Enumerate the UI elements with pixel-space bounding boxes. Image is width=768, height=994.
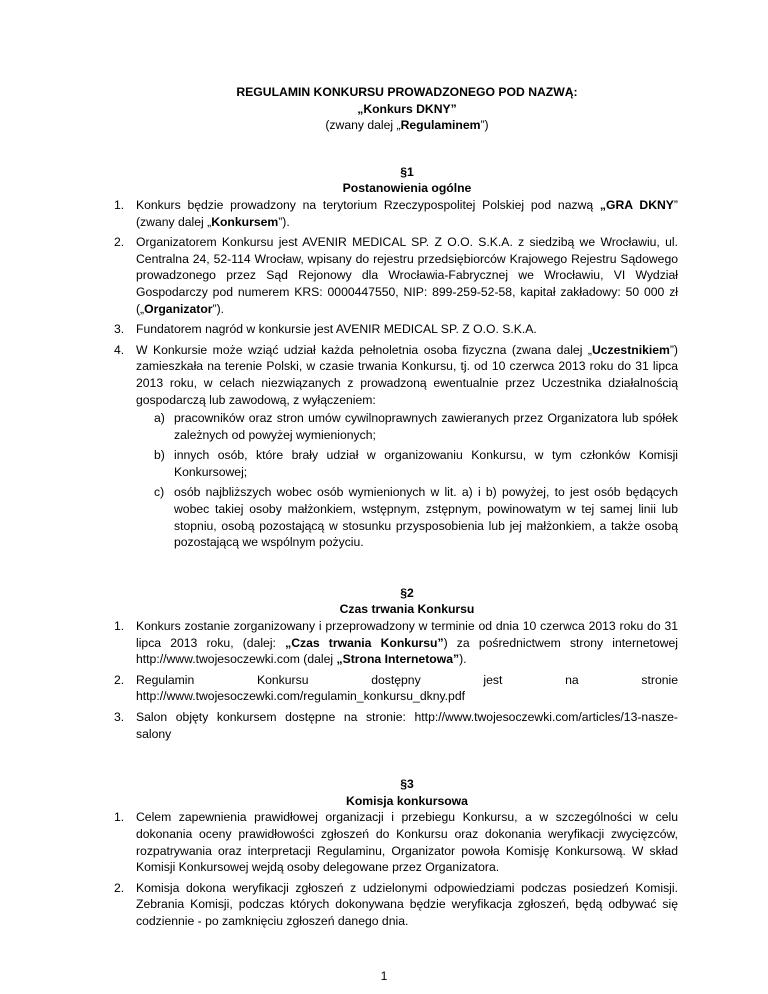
sub-list-item: c) osób najbliższych wobec osób wymienionych w lit. a) i b) powyżej, to jest osób będących wobec takiej osoby małżonkiem, wstępnym, zstępnym, powinowatym w tej samej linii lub stopniu, osobą pozostającą w stosunku przysposobienia lub jej małżonkiem, a także osobą pozostającą we wspólnym pożyciu. xyxy=(154,485,678,550)
exclusions-list xyxy=(136,410,678,551)
section-3-number: §3 xyxy=(400,777,414,792)
list-item: 2. Organizatorem Konkursu jest AVENIR MEDICAL SP. Z O.O. S.K.A. z siedzibą we Wrocławiu, ul. Centralna 24, 52-114 Wrocław, wpisany do rejestru przedsiębiorców Krajowego Rejestru Sądowego prowadzonego przez Sąd Rejonowy dla Wrocławia-Fabrycznej we Wrocławiu, VI Wydział Gospodarczy pod numerem KRS: 0000447550, NIP: 899-259-52-58, kapitał zakładowy: 50 000 zł („Organizator”). xyxy=(114,235,678,316)
list-item: 1. Celem zapewnienia prawidłowej organizacji i przebiegu Konkursu, a w szczególności w celu dokonania oceny prawidłowości zgłoszeń do Konkursu oraz dokonania weryfikacji zwycięzców, rozpatrywania oraz interpretacji Regulaminu, Organizator powoła Komisję Konkursową. W skład Komisji Konkursowej wejdą osoby delegowane przez Organizatora. xyxy=(114,810,678,875)
page-number: 1 xyxy=(380,969,388,983)
section-1-list xyxy=(114,197,678,551)
regulation-alias: (zwany dalej „Regulaminem”) xyxy=(325,118,489,133)
list-item: 2. Regulamin Konkursu dostępny jest na stronie http://www.twojesoczewki.com/regulamin_konkursu_dkny.pdf xyxy=(114,672,678,704)
contest-name: „Konkurs DKNY” xyxy=(357,101,457,116)
section-1-number: §1 xyxy=(400,164,414,179)
sub-list-item: a) pracowników oraz stron umów cywilnoprawnych zawieranych przez Organizatora lub spółek zależnych od powyżej wymienionych; xyxy=(154,411,678,442)
list-item: 3. Fundatorem nagród w konkursie jest AVENIR MEDICAL SP. Z O.O. S.K.A. xyxy=(114,322,537,337)
section-2-title: Czas trwania Konkursu xyxy=(339,602,475,617)
section-3-list xyxy=(114,809,678,929)
sub-list-item: b) innych osób, które brały udział w organizowaniu Konkursu, w tym członków Komisji Konkursowej; xyxy=(154,448,678,479)
document-title: REGULAMIN KONKURSU PROWADZONEGO POD NAZWĄ: xyxy=(236,85,578,99)
list-item: 4. W Konkursie może wziąć udział każda pełnoletnia osoba fizyczna (zwana dalej „Uczestnikiem”) zamieszkała na terenie Polski, w czasie trwania Konkursu, tj. od 10 czerwca 2013 roku do 31 lipca 2013 roku, w celach niezwiązanych z prowadzoną ewentualnie przez Uczestnika działalnością gospodarczą lub zawodową, z wyłączeniem: a) pracowników oraz stron umów cywilnoprawnych zawieranych przez Organizatora lub spółek zależnych od powyżej wymienionych; b) innych osób, które brały udział w organizowaniu Konkursu, w tym członków Komisji Konkursowej; c) osób najbliższych wobec osób wymienionych w lit. a) i b) powyżej, to jest osób będących wobec takiej osoby małżonkiem, wstępnym, zstępnym, powinowatym w tej samej linii lub stopniu, osobą pozostającą w stosunku przysposobienia lub jej małżonkiem, a także osobą pozostającą we wspólnym pożyciu. xyxy=(114,342,678,550)
section-2-number: §2 xyxy=(400,585,414,600)
list-item: 1. Konkurs zostanie zorganizowany i przeprowadzony w terminie od dnia 10 czerwca 2013 roku do 31 lipca 2013 roku, (dalej: „Czas trwania Konkursu”) za pośrednictwem strony internetowej http://www.twojesoczewki.com (dalej „Strona Internetowa”). xyxy=(114,619,679,667)
list-item: 1. Konkurs będzie prowadzony na terytorium Rzeczypospolitej Polskiej pod nazwą „GRA DKNY” (zwany dalej „Konkursem”). xyxy=(114,197,678,229)
section-3-title: Komisja konkursowa xyxy=(346,793,468,808)
list-item: 3. Salon objęty konkursem dostępne na stronie: http://www.twojesoczewki.com/articles/13-nasze-salony xyxy=(114,710,678,741)
section-1-title: Postanowienia ogólne xyxy=(342,181,472,196)
section-2-list xyxy=(114,618,679,742)
list-item: 2. Komisja dokona weryfikacji zgłoszeń z udzielonymi odpowiedziami podczas posiedzeń Komisji. Zebrania Komisji, podczas których dokonywana będzie weryfikacja zgłoszeń, będą odbywać się codziennie - po zamknięciu zgłoszeń danego dnia. xyxy=(114,880,678,928)
